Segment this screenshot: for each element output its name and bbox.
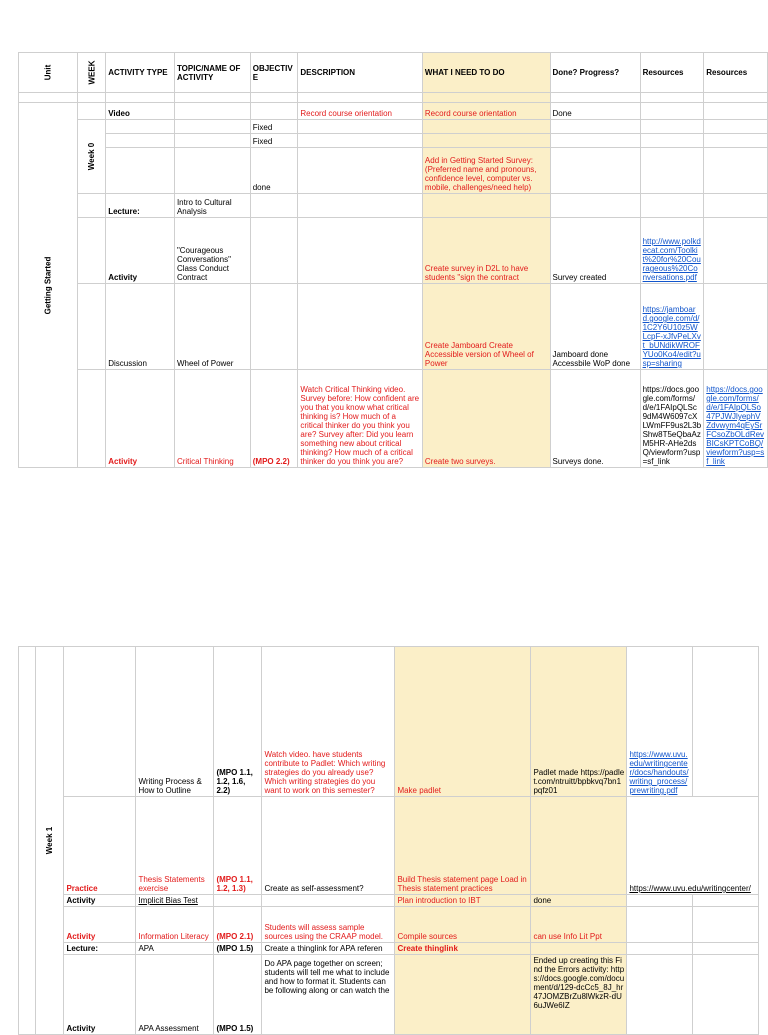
cell-todo[interactable]: Build Thesis statement page Load in Thesis statement practices <box>395 797 531 895</box>
header-week[interactable]: WEEK <box>77 53 105 93</box>
cell-todo[interactable]: Make padlet <box>395 647 531 797</box>
cell-objective[interactable] <box>250 103 298 120</box>
header-unit[interactable]: Unit <box>19 53 78 93</box>
week1-cell[interactable]: Week 1 <box>36 647 64 1035</box>
cell-type[interactable]: Discussion <box>106 284 175 370</box>
cell-objective[interactable]: done <box>250 148 298 194</box>
cell-todo[interactable]: Plan introduction to IBT <box>395 895 531 907</box>
table-row <box>19 797 759 895</box>
week0-cell[interactable]: Week 0 <box>77 120 105 194</box>
spacer-row <box>19 93 768 103</box>
header-topic[interactable]: TOPIC/NAME OF ACTIVITY <box>174 53 250 93</box>
table-row <box>19 134 768 148</box>
cell-todo[interactable]: Compile sources <box>395 907 531 943</box>
cell-topic[interactable]: Wheel of Power <box>174 284 250 370</box>
cell-objective[interactable]: (MPO 1.5) <box>214 943 262 955</box>
schedule-table-getting-started <box>18 52 768 468</box>
table-row <box>19 370 768 468</box>
cell-description[interactable]: Record course orientation <box>298 103 423 120</box>
cell-done[interactable]: Padlet made https://padlet.com/ntruitt/bpbkvq7bn1pqfz01 <box>531 647 627 797</box>
header-todo[interactable]: WHAT I NEED TO DO <box>422 53 550 93</box>
cell-topic[interactable]: Critical Thinking <box>174 370 250 468</box>
cell-done[interactable]: Ended up creating this Find the Errors activity: https://docs.google.com/document/d/129-dcCc5_8J_hr47JOMZBrZu8lWkzR-dU6uJWe6IZ <box>531 955 627 1035</box>
cell-done[interactable]: Done <box>550 103 640 120</box>
cell-type[interactable]: Activity <box>106 218 175 284</box>
cell-type[interactable]: Video <box>106 103 175 120</box>
resource-link[interactable]: https://www.uvu.edu/writingcenter/docs/handouts/writing_process/prewriting.pdf <box>627 647 693 797</box>
cell-resource-1[interactable] <box>640 103 704 120</box>
header-done[interactable]: Done? Progress? <box>550 53 640 93</box>
cell-todo[interactable]: Record course orientation <box>422 103 550 120</box>
cell-type[interactable]: Practice <box>64 797 136 895</box>
cell-objective[interactable]: (MPO 2.1) <box>214 907 262 943</box>
table-row <box>19 647 759 797</box>
table-row <box>19 955 759 1035</box>
table-row <box>19 284 768 370</box>
cell-done[interactable]: can use Info Lit Ppt <box>531 907 627 943</box>
header-objective[interactable]: OBJECTIV E <box>250 53 298 93</box>
cell-type[interactable]: Lecture: <box>64 943 136 955</box>
cell-type[interactable]: Activity <box>64 895 136 907</box>
cell-done[interactable]: Surveys done. <box>550 370 640 468</box>
table-row <box>19 218 768 284</box>
cell-type[interactable]: Lecture: <box>106 194 175 218</box>
cell-description[interactable]: Create a thinglink for APA referen <box>262 943 395 955</box>
resource-text[interactable]: https://docs.google.com/forms/d/e/1FAIpQLSc9dM4W6097cXLWmFF9us2L3bShw8T5eQbaAzM5HR-AHe2dsQ/viewform?usp=sf_link <box>640 370 704 468</box>
resource-link[interactable]: http://www.polkdecat.com/Toolkit%20for%20Courageous%20Conversations.pdf <box>640 218 704 284</box>
cell-type[interactable]: Activity <box>64 955 136 1035</box>
header-activity-type[interactable]: ACTIVITY TYPE <box>106 53 175 93</box>
cell-description[interactable]: Create as self-assessment? <box>262 797 395 895</box>
cell-description[interactable]: Do APA page together on screen; students will tell me what to include and how to format it. Students can be following along or can watch the <box>262 955 395 1035</box>
cell-todo[interactable]: Create Jamboard Create Accessible version of Wheel of Power <box>422 284 550 370</box>
cell-topic[interactable]: Implicit Bias Test <box>136 895 214 907</box>
cell-type[interactable]: Activity <box>106 370 175 468</box>
cell-objective[interactable]: (MPO 1.1, 1.2, 1.3) <box>214 797 262 895</box>
cell-topic[interactable]: "Courageous Conversations" Class Conduct Contract <box>174 218 250 284</box>
cell-topic[interactable]: Information Literacy <box>136 907 214 943</box>
table-row <box>19 895 759 907</box>
cell-topic[interactable] <box>174 103 250 120</box>
header-description[interactable]: DESCRIPTION <box>298 53 423 93</box>
header-row <box>19 53 768 93</box>
resource-link[interactable]: https://www.uvu.edu/writingcenter/ <box>627 797 759 895</box>
table-row <box>19 907 759 943</box>
cell-done[interactable]: done <box>531 895 627 907</box>
resource-link[interactable]: https://jamboard.google.com/d/1C2Y6U10z5WLcpF-xJfvPeLXvt_bUNdikWROFYUo0Ko4/edit?usp=sharing <box>640 284 704 370</box>
cell-objective[interactable]: Fixed <box>250 134 298 148</box>
table-row <box>19 120 768 134</box>
header-resources-1[interactable]: Resources <box>640 53 704 93</box>
cell-topic[interactable]: Writing Process & How to Outline <box>136 647 214 797</box>
cell-done[interactable]: Survey created <box>550 218 640 284</box>
cell-topic[interactable]: APA Assessment <box>136 955 214 1035</box>
cell-objective[interactable]: (MPO 1.5) <box>214 955 262 1035</box>
cell-type[interactable]: Activity <box>64 907 136 943</box>
cell-done[interactable]: Jamboard done Accessbile WoP done <box>550 284 640 370</box>
cell-todo[interactable]: Create two surveys. <box>422 370 550 468</box>
table-row <box>19 943 759 955</box>
unit-cell[interactable]: Getting Started <box>19 103 78 468</box>
cell-objective[interactable]: (MPO 2.2) <box>250 370 298 468</box>
cell-todo[interactable]: Create thinglink <box>395 943 531 955</box>
cell-description[interactable]: Watch Critical Thinking video. Survey before: How confident are you that you know what critical thinking is? How much of a critical thinker do you think you are? Survey after: Did you learn something new about critical thinking? How much of a critical thinker do you think you are? <box>298 370 423 468</box>
table-row <box>19 103 768 120</box>
cell-description[interactable]: Students will assess sample sources using the CRAAP model. <box>262 907 395 943</box>
resource-link[interactable]: https://docs.google.com/forms/d/e/1FAIpQLSo47PJWJlyephVZdvwym4qEySrFCsoZbOLdRevBICsKPTCoBQ/viewform?usp=sf_link <box>704 370 768 468</box>
cell-topic[interactable]: Intro to Cultural Analysis <box>174 194 250 218</box>
cell-objective[interactable]: (MPO 1.1, 1.2, 1.6, 2.2) <box>214 647 262 797</box>
cell-description[interactable]: Watch video. have students contribute to Padlet: Which writing strategies do you already use? Which writing strategies do you want to work on this semester? <box>262 647 395 797</box>
cell-todo[interactable]: Add in Getting Started Survey: (Preferred name and pronouns, confidence level, computer vs. mobile, challenges/need help) <box>422 148 550 194</box>
cell-topic[interactable]: Thesis Statements exercise <box>136 797 214 895</box>
table-row <box>19 194 768 218</box>
schedule-table-week1 <box>18 646 759 1035</box>
cell-resource-2[interactable] <box>704 103 768 120</box>
cell-todo[interactable]: Create survey in D2L to have students "sign the contract <box>422 218 550 284</box>
cell-objective[interactable]: Fixed <box>250 120 298 134</box>
table-row <box>19 148 768 194</box>
header-resources-2[interactable]: Resources <box>704 53 768 93</box>
cell-topic[interactable]: APA <box>136 943 214 955</box>
